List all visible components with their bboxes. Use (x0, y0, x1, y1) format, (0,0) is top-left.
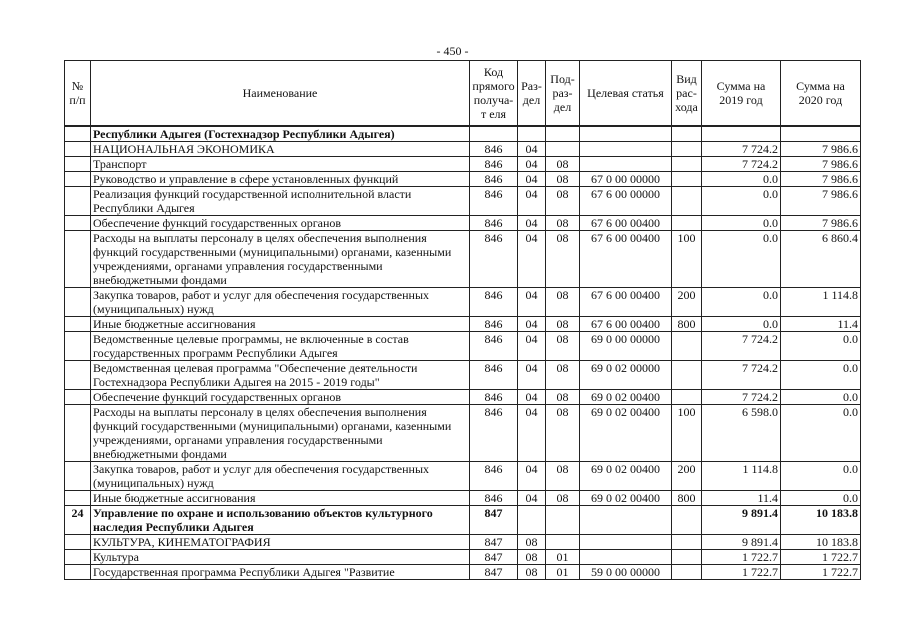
header-num: № п/п (65, 61, 91, 127)
cell-code: 846 (470, 332, 518, 361)
cell-num (65, 157, 91, 172)
cell-num (65, 491, 91, 506)
cell-name: Закупка товаров, работ и услуг для обеспечения государственных (муниципальных) нужд (91, 288, 470, 317)
cell-name: Ведомственные целевые программы, не включенные в состав государственных программ Республики Адыгея (91, 332, 470, 361)
cell-name: Обеспечение функций государственных органов (91, 216, 470, 231)
cell-section: 04 (518, 361, 546, 390)
cell-target (580, 535, 672, 550)
cell-section: 04 (518, 157, 546, 172)
cell-name: Управление по охране и использованию объектов культурного наследия Республики Адыгея (91, 506, 470, 535)
cell-code (470, 126, 518, 142)
cell-sum-2019: 6 598.0 (702, 405, 781, 462)
table-row (65, 126, 861, 142)
cell-target: 69 0 02 00400 (580, 462, 672, 491)
cell-name: Культура (91, 550, 470, 565)
cell-num (65, 405, 91, 462)
cell-sum-2020: 0.0 (781, 361, 861, 390)
cell-section: 04 (518, 231, 546, 288)
cell-section: 04 (518, 172, 546, 187)
cell-sum-2020: 1 114.8 (781, 288, 861, 317)
cell-expense-type (672, 550, 702, 565)
cell-name: НАЦИОНАЛЬНАЯ ЭКОНОМИКА (91, 142, 470, 157)
cell-name: Реализация функций государственной исполнительной власти Республики Адыгея (91, 187, 470, 216)
cell-code: 847 (470, 565, 518, 580)
cell-subsection: 08 (546, 361, 580, 390)
cell-name: Обеспечение функций государственных органов (91, 390, 470, 405)
cell-section: 04 (518, 462, 546, 491)
cell-name: Иные бюджетные ассигнования (91, 491, 470, 506)
cell-expense-type (672, 216, 702, 231)
table-row (65, 491, 861, 506)
cell-sum-2020: 0.0 (781, 332, 861, 361)
cell-expense-type: 200 (672, 462, 702, 491)
cell-code: 846 (470, 187, 518, 216)
cell-name: Ведомственная целевая программа "Обеспечение деятельности Гостехнадзора Республики Адыгея на 2015 - 2019 годы" (91, 361, 470, 390)
cell-code: 846 (470, 231, 518, 288)
cell-target: 69 0 02 00400 (580, 405, 672, 462)
cell-code: 846 (470, 216, 518, 231)
cell-section: 04 (518, 142, 546, 157)
cell-target: 67 6 00 00000 (580, 187, 672, 216)
cell-target (580, 142, 672, 157)
cell-subsection: 08 (546, 157, 580, 172)
cell-name: Закупка товаров, работ и услуг для обеспечения государственных (муниципальных) нужд (91, 462, 470, 491)
cell-name: КУЛЬТУРА, КИНЕМАТОГРАФИЯ (91, 535, 470, 550)
cell-subsection: 08 (546, 317, 580, 332)
cell-section (518, 126, 546, 142)
cell-section: 04 (518, 288, 546, 317)
header-sum-2020: Сумма на 2020 год (781, 61, 861, 127)
cell-subsection: 01 (546, 565, 580, 580)
cell-code: 846 (470, 172, 518, 187)
table-row (65, 535, 861, 550)
cell-sum-2020: 7 986.6 (781, 142, 861, 157)
cell-sum-2020: 1 722.7 (781, 565, 861, 580)
cell-sum-2019: 11.4 (702, 491, 781, 506)
table-row (65, 157, 861, 172)
cell-code: 846 (470, 361, 518, 390)
table-body (65, 126, 861, 580)
cell-code: 846 (470, 405, 518, 462)
cell-subsection: 08 (546, 332, 580, 361)
cell-sum-2019: 7 724.2 (702, 142, 781, 157)
cell-target: 67 6 00 00400 (580, 216, 672, 231)
cell-name: Транспорт (91, 157, 470, 172)
cell-sum-2019: 0.0 (702, 231, 781, 288)
cell-num (65, 142, 91, 157)
cell-num (65, 216, 91, 231)
header-expense-type: Вид рас- хода (672, 61, 702, 127)
cell-num (65, 172, 91, 187)
cell-target: 69 0 02 00400 (580, 390, 672, 405)
header-section: Раз- дел (518, 61, 546, 127)
cell-section: 04 (518, 332, 546, 361)
cell-code: 846 (470, 288, 518, 317)
cell-sum-2020: 1 722.7 (781, 550, 861, 565)
cell-code: 846 (470, 317, 518, 332)
cell-sum-2020: 0.0 (781, 390, 861, 405)
cell-expense-type: 100 (672, 231, 702, 288)
cell-target: 67 6 00 00400 (580, 231, 672, 288)
table-row (65, 390, 861, 405)
cell-sum-2019: 0.0 (702, 288, 781, 317)
cell-subsection: 08 (546, 390, 580, 405)
table-row (65, 172, 861, 187)
cell-sum-2019: 0.0 (702, 187, 781, 216)
cell-num (65, 187, 91, 216)
cell-sum-2020: 7 986.6 (781, 157, 861, 172)
table-row (65, 187, 861, 216)
cell-section: 08 (518, 535, 546, 550)
table-row (65, 565, 861, 580)
cell-subsection: 08 (546, 231, 580, 288)
cell-target (580, 550, 672, 565)
cell-code: 847 (470, 550, 518, 565)
cell-sum-2019: 0.0 (702, 317, 781, 332)
cell-subsection: 01 (546, 550, 580, 565)
cell-sum-2019: 1 722.7 (702, 565, 781, 580)
cell-sum-2019: 7 724.2 (702, 361, 781, 390)
cell-subsection: 08 (546, 405, 580, 462)
cell-sum-2020: 10 183.8 (781, 535, 861, 550)
cell-expense-type (672, 157, 702, 172)
header-sum-2019: Сумма на 2019 год (702, 61, 781, 127)
cell-code: 846 (470, 390, 518, 405)
cell-sum-2020: 0.0 (781, 405, 861, 462)
cell-expense-type: 800 (672, 491, 702, 506)
cell-sum-2019: 0.0 (702, 172, 781, 187)
cell-target: 59 0 00 00000 (580, 565, 672, 580)
cell-section: 04 (518, 317, 546, 332)
header-code: Код прямого получа-т еля (470, 61, 518, 127)
cell-target: 69 0 02 00000 (580, 361, 672, 390)
cell-expense-type (672, 390, 702, 405)
cell-subsection: 08 (546, 187, 580, 216)
cell-num (65, 361, 91, 390)
cell-sum-2020: 7 986.6 (781, 187, 861, 216)
cell-expense-type (672, 126, 702, 142)
cell-target (580, 126, 672, 142)
cell-expense-type (672, 332, 702, 361)
cell-expense-type: 200 (672, 288, 702, 317)
cell-subsection: 08 (546, 216, 580, 231)
cell-target: 67 0 00 00000 (580, 172, 672, 187)
cell-num: 24 (65, 506, 91, 535)
cell-sum-2020: 7 986.6 (781, 216, 861, 231)
cell-sum-2020: 10 183.8 (781, 506, 861, 535)
cell-num (65, 535, 91, 550)
cell-num (65, 462, 91, 491)
cell-num (65, 231, 91, 288)
cell-subsection: 08 (546, 491, 580, 506)
cell-expense-type (672, 565, 702, 580)
cell-code: 846 (470, 157, 518, 172)
cell-section (518, 506, 546, 535)
cell-target (580, 157, 672, 172)
cell-expense-type: 100 (672, 405, 702, 462)
cell-expense-type (672, 361, 702, 390)
cell-expense-type (672, 506, 702, 535)
cell-sum-2020: 0.0 (781, 462, 861, 491)
cell-code: 846 (470, 491, 518, 506)
cell-name: Расходы на выплаты персоналу в целях обеспечения выполнения функций государственными (муниципальными) органами, казенными учреждениями, органами управления государственными внебюджетными фондами (91, 405, 470, 462)
table-row (65, 216, 861, 231)
cell-name: Государственная программа Республики Адыгея "Развитие (91, 565, 470, 580)
table-row (65, 288, 861, 317)
cell-code: 847 (470, 535, 518, 550)
cell-num (65, 332, 91, 361)
cell-target: 67 6 00 00400 (580, 288, 672, 317)
table-row (65, 317, 861, 332)
cell-sum-2019: 7 724.2 (702, 157, 781, 172)
table-row (65, 332, 861, 361)
cell-code: 846 (470, 142, 518, 157)
cell-sum-2020: 0.0 (781, 491, 861, 506)
table-row (65, 361, 861, 390)
cell-section: 04 (518, 491, 546, 506)
cell-expense-type (672, 172, 702, 187)
cell-target: 67 6 00 00400 (580, 317, 672, 332)
cell-expense-type (672, 535, 702, 550)
cell-subsection (546, 506, 580, 535)
table-row (65, 550, 861, 565)
cell-subsection: 08 (546, 172, 580, 187)
cell-section: 04 (518, 216, 546, 231)
cell-num (65, 317, 91, 332)
cell-num (65, 126, 91, 142)
cell-section: 08 (518, 565, 546, 580)
cell-sum-2019: 7 724.2 (702, 390, 781, 405)
page-number: - 450 - (436, 44, 469, 58)
cell-sum-2019 (702, 126, 781, 142)
cell-num (65, 550, 91, 565)
cell-name: Расходы на выплаты персоналу в целях обеспечения выполнения функций государственными (муниципальными) органами, казенными учреждениями, органами управления государственными внебюджетными фондами (91, 231, 470, 288)
cell-sum-2019: 0.0 (702, 216, 781, 231)
cell-expense-type: 800 (672, 317, 702, 332)
table-row (65, 231, 861, 288)
table-row (65, 142, 861, 157)
cell-subsection: 08 (546, 462, 580, 491)
budget-table (64, 60, 861, 580)
cell-sum-2019: 9 891.4 (702, 506, 781, 535)
table-row (65, 506, 861, 535)
cell-sum-2019: 1 722.7 (702, 550, 781, 565)
cell-expense-type (672, 142, 702, 157)
cell-subsection: 08 (546, 288, 580, 317)
cell-sum-2020: 6 860.4 (781, 231, 861, 288)
table-row (65, 405, 861, 462)
cell-subsection (546, 142, 580, 157)
cell-section: 04 (518, 405, 546, 462)
cell-code: 846 (470, 462, 518, 491)
cell-name: Руководство и управление в сфере установленных функций (91, 172, 470, 187)
cell-sum-2019: 1 114.8 (702, 462, 781, 491)
cell-num (65, 565, 91, 580)
header-subsection: Под- раз- дел (546, 61, 580, 127)
cell-subsection (546, 126, 580, 142)
cell-num (65, 288, 91, 317)
cell-code: 847 (470, 506, 518, 535)
cell-section: 08 (518, 550, 546, 565)
cell-section: 04 (518, 390, 546, 405)
header-name: Наименование (91, 61, 470, 127)
cell-num (65, 390, 91, 405)
table-row (65, 462, 861, 491)
cell-sum-2020 (781, 126, 861, 142)
table-header-row (65, 61, 861, 127)
cell-sum-2020: 11.4 (781, 317, 861, 332)
cell-target: 69 0 00 00000 (580, 332, 672, 361)
cell-section: 04 (518, 187, 546, 216)
header-target: Целевая статья (580, 61, 672, 127)
cell-target: 69 0 02 00400 (580, 491, 672, 506)
cell-expense-type (672, 187, 702, 216)
cell-name: Республики Адыгея (Гостехнадзор Республики Адыгея) (91, 126, 470, 142)
cell-sum-2019: 9 891.4 (702, 535, 781, 550)
cell-sum-2019: 7 724.2 (702, 332, 781, 361)
cell-sum-2020: 7 986.6 (781, 172, 861, 187)
cell-target (580, 506, 672, 535)
cell-subsection (546, 535, 580, 550)
cell-name: Иные бюджетные ассигнования (91, 317, 470, 332)
